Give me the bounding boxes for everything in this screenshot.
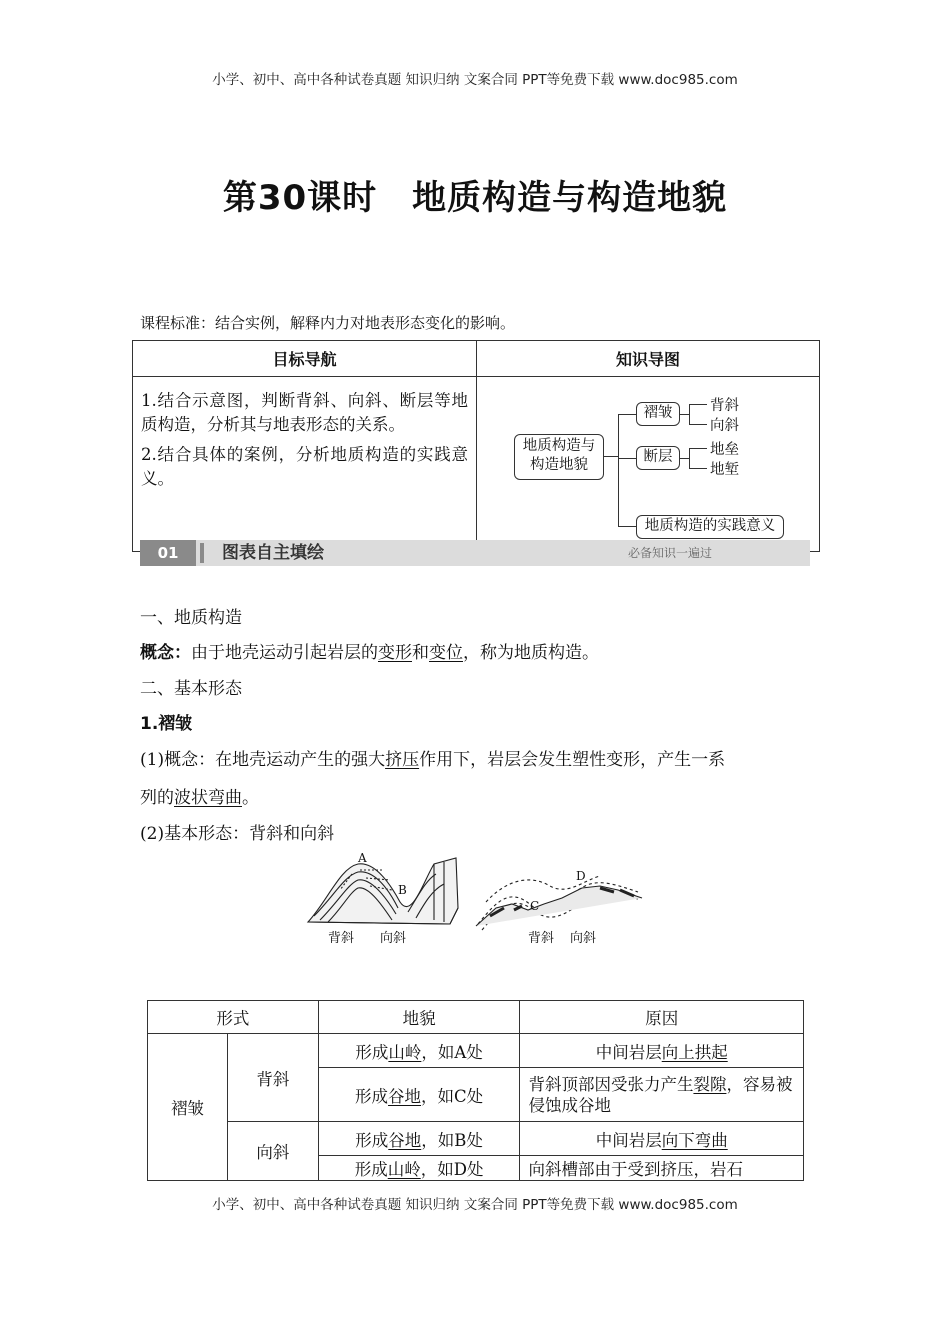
text: ，容易被侵蚀成谷地 bbox=[528, 1074, 793, 1115]
reason-cell bbox=[520, 1068, 804, 1122]
reason-cell bbox=[520, 1122, 804, 1156]
landform-table bbox=[147, 1000, 804, 1181]
block-diagram bbox=[308, 858, 458, 924]
text: 形成 bbox=[355, 1042, 389, 1062]
connector bbox=[618, 526, 636, 527]
text: 形成 bbox=[355, 1130, 389, 1150]
caption-anticline: 背斜 bbox=[328, 931, 355, 946]
connector bbox=[679, 414, 689, 415]
connector bbox=[689, 424, 707, 425]
mindmap-root-line: 地质构造与 bbox=[522, 438, 596, 454]
page-footer: 小学、初中、高中各种试卷真题 知识归纳 文案合同 PPT等免费下载 www.doc985.com bbox=[212, 1197, 738, 1213]
text: (1)概念：在地壳运动产生的强大 bbox=[140, 750, 386, 770]
goal-item: 1.结合示意图，判断背斜、向斜、断层等地质构造，分析其与地表形态的关系。 bbox=[141, 391, 468, 434]
page-header: 小学、初中、高中各种试卷真题 知识归纳 文案合同 PPT等免费下载 www.doc985.com bbox=[212, 72, 738, 88]
blank-answer: 山岭 bbox=[388, 1042, 422, 1062]
text: 中间岩层 bbox=[595, 1042, 662, 1062]
mindmap-header: 知识导图 bbox=[477, 341, 820, 377]
label-a: A bbox=[358, 851, 367, 865]
mindmap-cell bbox=[477, 377, 820, 552]
label-d: D bbox=[576, 869, 586, 883]
blank-answer: 裂隙 bbox=[693, 1074, 727, 1094]
text: 由于地壳运动引起岩层的 bbox=[191, 643, 378, 663]
section2-heading: 二、基本形态 bbox=[140, 679, 242, 699]
fold-figure bbox=[300, 850, 660, 950]
table-row bbox=[148, 1122, 804, 1156]
connector bbox=[604, 456, 618, 457]
mindmap-root-line: 构造地貌 bbox=[530, 457, 588, 473]
landform-cell bbox=[318, 1156, 520, 1181]
text: ，如D处 bbox=[420, 1160, 484, 1179]
goals-cell bbox=[133, 377, 477, 552]
course-standard: 课程标准：结合实例，解释内力对地表形态变化的影响。 bbox=[140, 314, 516, 332]
blank-answer: 谷地 bbox=[388, 1086, 422, 1106]
banner-subtitle: 必备知识一遍过 bbox=[627, 546, 712, 560]
blank-answer: 山岭 bbox=[387, 1160, 421, 1179]
connector bbox=[689, 404, 707, 405]
connector bbox=[618, 414, 619, 526]
header-form: 形式 bbox=[148, 1001, 319, 1034]
connector bbox=[618, 458, 636, 459]
text: 和 bbox=[412, 643, 429, 663]
mindmap-fault: 断层 bbox=[636, 446, 680, 470]
fold-cell: 褶皱 bbox=[148, 1034, 228, 1181]
blank-answer: 变形 bbox=[378, 643, 412, 663]
blank-answer: 向上拱起 bbox=[661, 1042, 728, 1062]
syncline-cell: 向斜 bbox=[227, 1122, 318, 1181]
text: 背斜顶部因受张力产生 bbox=[528, 1074, 694, 1094]
concept-paragraph bbox=[140, 638, 599, 663]
text: ，如A处 bbox=[421, 1042, 483, 1062]
banner-divider bbox=[200, 543, 204, 563]
goal-table bbox=[132, 340, 820, 552]
connector bbox=[689, 468, 707, 469]
blank-answer: 向下弯曲 bbox=[661, 1130, 728, 1150]
blank-answer: 挤压 bbox=[385, 750, 420, 770]
section-banner bbox=[140, 540, 810, 566]
text: 。 bbox=[242, 788, 259, 808]
caption-anticline-2: 背斜 bbox=[528, 931, 555, 946]
connector bbox=[618, 414, 636, 415]
text: 形成 bbox=[355, 1086, 389, 1106]
landform-cell bbox=[318, 1068, 520, 1122]
blank-answer: 谷地 bbox=[388, 1130, 422, 1150]
banner-number: 01 bbox=[140, 540, 196, 566]
text: ，称为地质构造。 bbox=[463, 643, 599, 663]
mindmap-horst: 地垒 bbox=[710, 442, 739, 458]
header-landform: 地貌 bbox=[318, 1001, 520, 1034]
text: 中间岩层 bbox=[595, 1130, 662, 1150]
fold-forms: (2)基本形态：背斜和向斜 bbox=[140, 824, 335, 844]
text: 形成 bbox=[354, 1160, 388, 1179]
blank-answer: 变位 bbox=[429, 643, 463, 663]
mindmap-root bbox=[514, 434, 604, 480]
label-b: B bbox=[398, 883, 407, 897]
mindmap-fold: 褶皱 bbox=[636, 402, 680, 426]
profile-diagram bbox=[476, 876, 642, 930]
reason-cell: 向斜槽部由于受到挤压，岩石 bbox=[520, 1156, 804, 1181]
fold-concept-line2 bbox=[140, 783, 259, 808]
caption-syncline: 向斜 bbox=[380, 931, 407, 946]
mindmap-practice: 地质构造的实践意义 bbox=[636, 515, 784, 539]
goal-item: 2.结合具体的案例，分析地质构造的实践意义。 bbox=[141, 445, 468, 488]
anticline-cell: 背斜 bbox=[227, 1034, 318, 1122]
blank-answer: 波状弯曲 bbox=[174, 788, 242, 808]
text: ，如C处 bbox=[421, 1086, 484, 1106]
caption-syncline-2: 向斜 bbox=[570, 931, 597, 946]
mindmap bbox=[478, 378, 818, 540]
fold-heading: 1.褶皱 bbox=[140, 714, 193, 734]
reason-cell bbox=[520, 1034, 804, 1068]
connector bbox=[689, 404, 690, 424]
mindmap-graben: 地堑 bbox=[710, 462, 739, 478]
landform-cell bbox=[318, 1034, 520, 1068]
connector bbox=[689, 448, 690, 468]
connector bbox=[689, 448, 707, 449]
label-c: C bbox=[530, 899, 540, 913]
page-title: 第30课时 地质构造与构造地貌 bbox=[222, 178, 728, 218]
connector bbox=[679, 458, 689, 459]
text: ，如B处 bbox=[421, 1130, 483, 1150]
text: 作用下，岩层会发生塑性变形，产生一系 bbox=[419, 750, 726, 770]
table-row bbox=[148, 1034, 804, 1068]
section1-heading: 一、地质构造 bbox=[140, 608, 242, 628]
concept-label: 概念： bbox=[140, 643, 191, 663]
mindmap-anticline: 背斜 bbox=[710, 398, 739, 414]
header-reason: 原因 bbox=[520, 1001, 804, 1034]
text: 列的 bbox=[140, 788, 174, 808]
mindmap-syncline: 向斜 bbox=[710, 418, 739, 434]
landform-cell bbox=[318, 1122, 520, 1156]
fold-concept-line1 bbox=[140, 745, 725, 770]
goal-header: 目标导航 bbox=[133, 341, 477, 377]
banner-title: 图表自主填绘 bbox=[222, 543, 324, 563]
